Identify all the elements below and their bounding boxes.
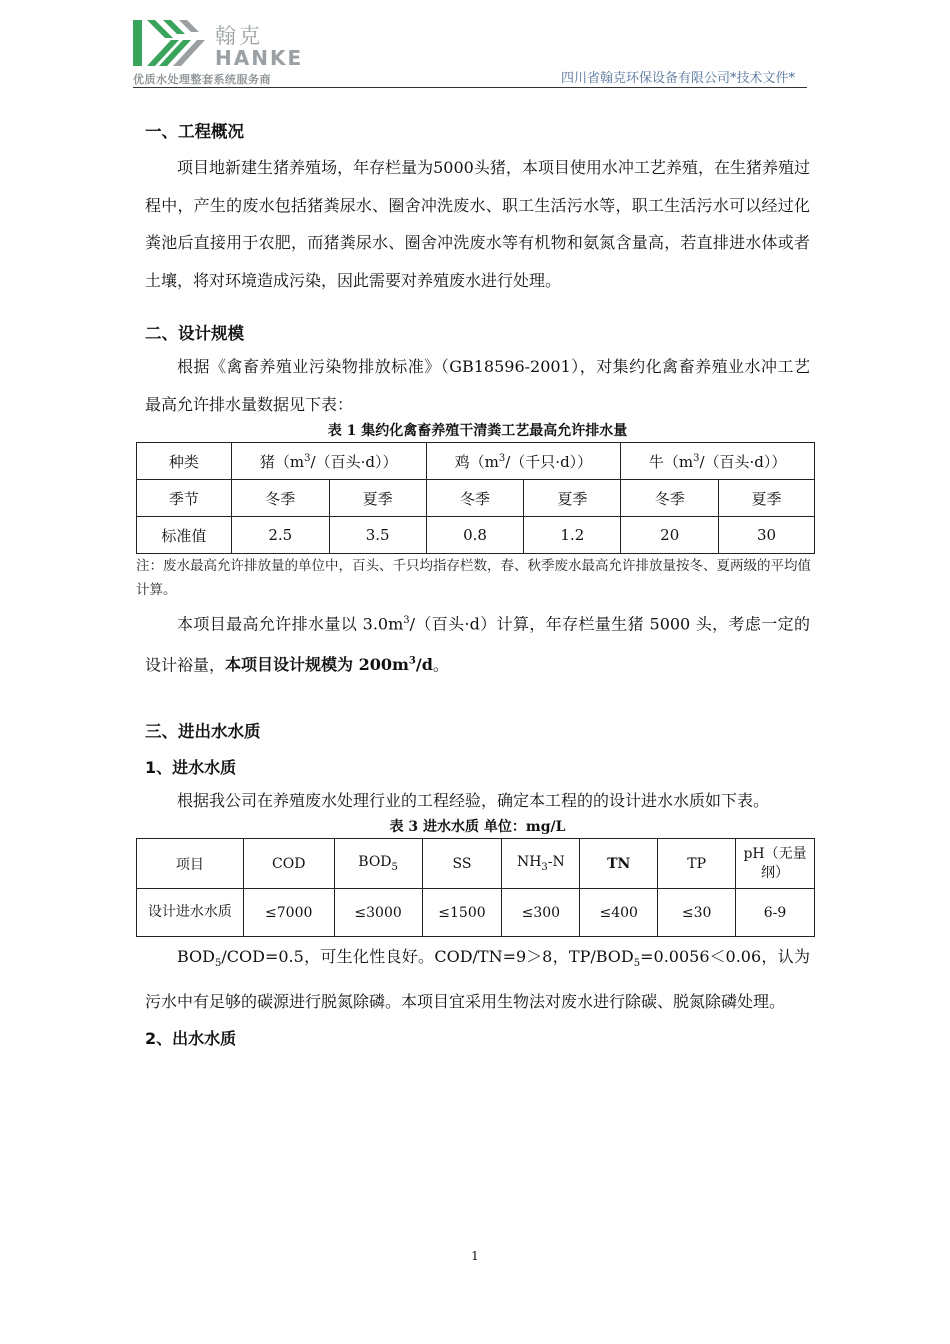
logo-english-name: HANKE <box>215 46 304 70</box>
table-cell: 冬季 <box>426 480 524 517</box>
table-cell: ≤400 <box>580 889 658 937</box>
table-3-caption: 表 3 进水水质 单位：mg/L <box>389 819 566 836</box>
table-cell-chicken: 鸡（$m^3/$（千只·d）） <box>426 443 621 480</box>
subsection-outflow-quality: 2、出水水质 <box>145 1029 237 1049</box>
section-1-paragraph: 项目地新建生猪养殖场，年存栏量为5000头猪，本项目使用水冲工艺养殖，在生猪养殖过程中，产生的废水包括猪粪尿水、圈舍冲洗废水、职工生活污水等，职工生活污水可以经过化粪池后直接用于农肥，而猪粪尿水、圈舍冲洗废水等有机物和氨氮含量高，若直排进水体或者土壤，将对环境造成污染，因此需要对养殖废水进行处理。 <box>145 158 810 290</box>
document-body <box>136 118 811 1053</box>
table-cell: 种类 <box>137 443 232 480</box>
section-2-design-scale: 本项目最高允许排水量以 $3.0m^3/$（百头·d）计算，年存栏量生猪 5000 头，考虑一定的设计裕量，本项目设计规模为 $200m^3/d$。 <box>145 614 810 675</box>
page-number: 1 <box>471 1249 479 1263</box>
table-cell: 夏季 <box>719 480 815 517</box>
table-cell: pH（无量纲） <box>736 839 815 889</box>
table-row <box>137 480 815 517</box>
table-cell: 冬季 <box>231 480 329 517</box>
table-cell: $BOD_5$ <box>334 839 422 889</box>
table-cell: 20 <box>621 517 719 554</box>
discharge-standard-table <box>136 442 815 554</box>
table-cell: 6-9 <box>736 889 815 937</box>
section-3-title: 三、进出水水质 <box>145 721 261 741</box>
section-2-title: 二、设计规模 <box>145 324 244 343</box>
table-cell: COD <box>243 839 334 889</box>
table-cell: 冬季 <box>621 480 719 517</box>
company-logo <box>133 18 313 88</box>
table-cell: SS <box>422 839 502 889</box>
section-3-paragraph: 根据我公司在养殖废水处理行业的工程经验，确定本工程的的设计进水水质如下表。 <box>177 790 770 810</box>
table-cell: $NH_3-N$ <box>502 839 580 889</box>
table-cell: 夏季 <box>329 480 426 517</box>
header-company-doc-label: 四川省翰克环保设备有限公司*技术文件* <box>560 71 795 86</box>
table-cell: 1.2 <box>524 517 621 554</box>
section-2-paragraph: 根据《禽畜养殖业污染物排放标准》（GB18596-2001），对集约化禽畜养殖业水冲工艺最高允许排水量数据见下表： <box>145 357 810 414</box>
table-row <box>137 839 815 889</box>
table-cell-pig: 猪（$m^3/$（百头·d）） <box>231 443 426 480</box>
subsection-inflow-quality: 1、进水水质 <box>145 757 237 777</box>
section-1-title: 一、工程概况 <box>145 122 244 141</box>
table-cell: 2.5 <box>231 517 329 554</box>
section-3-analysis: $BOD_5/COD=0.5$，可生化性良好。COD/TN=9＞8，$TP/BOD_5=0.0056<0.06$，认为污水中有足够的碳源进行脱氮除磷。本项目宜采用生物法对废水进行除碳、脱氮除磷处理。 <box>145 947 810 1011</box>
table-cell: ≤3000 <box>334 889 422 937</box>
table-cell: 季节 <box>137 480 232 517</box>
logo-slogan: 优质水处理整套系统服务商 <box>133 73 271 86</box>
logo-chinese-name: 翰克 <box>215 24 263 48</box>
table-cell: ≤30 <box>658 889 736 937</box>
table-cell: TN <box>580 839 658 889</box>
table-row <box>137 443 815 480</box>
table-cell: ≤1500 <box>422 889 502 937</box>
table-cell: 设计进水水质 <box>137 889 244 937</box>
table-row <box>137 517 815 554</box>
table-cell-cattle: 牛（$m^3/$（百头·d）） <box>621 443 815 480</box>
inflow-quality-table <box>136 838 815 937</box>
header-divider <box>133 87 807 88</box>
table-1-note: 注：废水最高允许排放量的单位中，百头、千只均指存栏数，春、秋季废水最高允许排放量按冬、夏两级的平均值计算。 <box>136 558 811 598</box>
table-cell: 30 <box>719 517 815 554</box>
table-1-caption: 表 1 集约化禽畜养殖干清粪工艺最高允许排水量 <box>327 423 628 439</box>
table-row <box>137 889 815 937</box>
table-cell: 0.8 <box>426 517 524 554</box>
table-cell: 标准值 <box>137 517 232 554</box>
hanke-logo-icon <box>133 18 207 68</box>
table-cell: 3.5 <box>329 517 426 554</box>
table-cell: ≤7000 <box>243 889 334 937</box>
table-cell: 项目 <box>137 839 244 889</box>
table-cell: 夏季 <box>524 480 621 517</box>
table-cell: ≤300 <box>502 889 580 937</box>
table-cell: TP <box>658 839 736 889</box>
